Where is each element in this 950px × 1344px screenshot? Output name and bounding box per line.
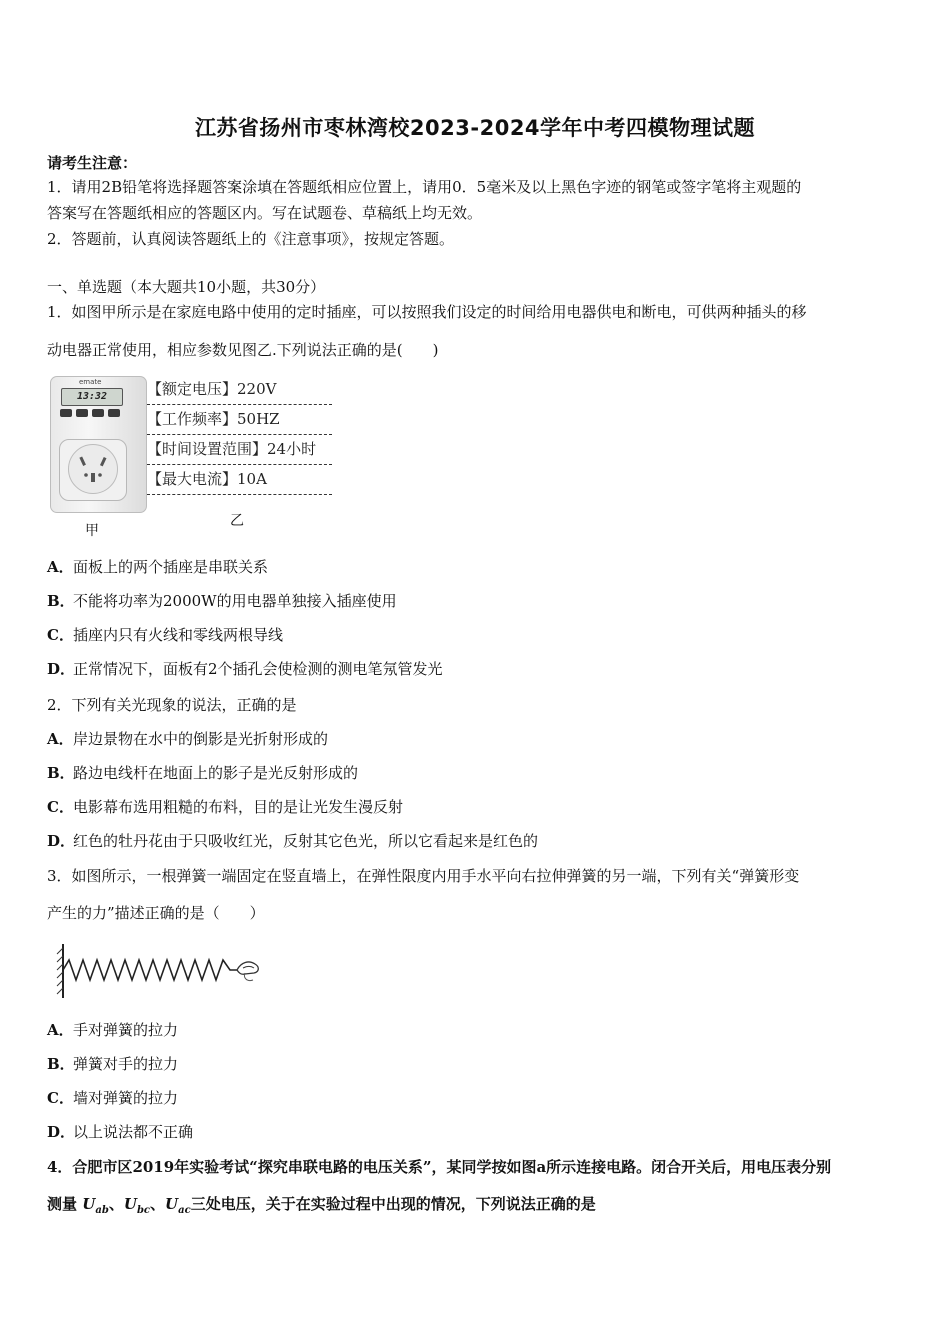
- u-ac: $U_{ac}$: [165, 1195, 191, 1216]
- q3-spring-figure: [55, 940, 265, 1002]
- q1-figure: [47, 370, 347, 540]
- spring-wall-hand-icon: [55, 940, 265, 1002]
- spec-rated-voltage: 【额定电压】220V: [147, 378, 332, 405]
- q1-option-c: C．插座内只有火线和零线两根导线: [47, 626, 284, 644]
- notice-item-1-line-1: 1．请用2B铅笔将选择题答案涂填在答题纸相应位置上，请用0．5毫米及以上黑色字迹的钢笔或签字笔将主观题的: [47, 178, 802, 196]
- notice-item-1-line-2: 答案写在答题纸相应的答题区内。写在试题卷、草稿纸上均无效。: [47, 204, 483, 222]
- q4-stem-line-2: 测量 $U_{ab}$、$U_{bc}$、$U_{ac}$三处电压，关于在实验过程中出现的情况，下列说法正确的是: [47, 1195, 596, 1216]
- timer-socket-image: [50, 376, 147, 513]
- socket-panel: [59, 439, 127, 501]
- figure-label-jia: 甲: [85, 523, 99, 539]
- spec-frequency: 【工作频率】50HZ: [147, 408, 332, 435]
- section-heading: 一、单选题（本大题共10小题，共30分）: [47, 278, 326, 296]
- spec-max-current: 【最大电流】10A: [147, 468, 332, 495]
- q4-stem-line-1: 4．合肥市区2019年实验考试“探究串联电路的电压关系”，某同学按如图a所示连接电路。闭合开关后，用电压表分别: [47, 1158, 832, 1176]
- socket-holes-icon: [69, 445, 117, 493]
- figure-label-yi: 乙: [230, 513, 244, 529]
- q2-option-d: D．红色的牡丹花由于只吸收红光，反射其它色光，所以它看起来是红色的: [47, 832, 539, 850]
- q1-option-b: B．不能将功率为2000W的用电器单独接入插座使用: [47, 592, 397, 610]
- q3-option-c: C．墙对弹簧的拉力: [47, 1089, 179, 1107]
- notice-heading: 请考生注意：: [47, 154, 138, 172]
- lcd-display: 13:32: [61, 388, 123, 406]
- device-buttons: [60, 409, 132, 423]
- q2-option-c: C．电影幕布选用粗糙的布料，目的是让光发生漫反射: [47, 798, 404, 816]
- q1-option-a: A．面板上的两个插座是串联关系: [47, 558, 269, 576]
- page-title: 江苏省扬州市枣林湾校2023-2024学年中考四模物理试题: [194, 116, 756, 140]
- notice-item-2: 2．答题前，认真阅读答题纸上的《注意事项》，按规定答题。: [47, 230, 455, 248]
- q2-option-b: B．路边电线杆在地面上的影子是光反射形成的: [47, 764, 359, 782]
- q3-option-d: D．以上说法都不正确: [47, 1123, 194, 1141]
- q3-stem-line-1: 3．如图所示，一根弹簧一端固定在竖直墙上，在弹性限度内用手水平向右拉伸弹簧的另一端，下列有关“弹簧形变: [47, 867, 800, 885]
- q1-option-d: D．正常情况下，面板有2个插孔会使检测的测电笔氖管发光: [47, 660, 443, 678]
- q3-stem-line-2: 产生的力”描述正确的是（ ）: [47, 904, 265, 922]
- q3-option-a: A．手对弹簧的拉力: [47, 1021, 179, 1039]
- q1-stem-line-1: 1．如图甲所示是在家庭电路中使用的定时插座，可以按照我们设定的时间给用电器供电和断电，可供两种插头的移: [47, 303, 807, 321]
- spec-table: [147, 378, 332, 498]
- q3-option-b: B．弹簧对手的拉力: [47, 1055, 179, 1073]
- spec-time-range: 【时间设置范围】24小时: [147, 438, 332, 465]
- q2-option-a: A．岸边景物在水中的倒影是光折射形成的: [47, 730, 329, 748]
- device-brand: emate: [79, 378, 102, 386]
- u-bc: $U_{bc}$: [123, 1195, 151, 1216]
- q1-stem-line-2: 动电器正常使用，相应参数见图乙.下列说法正确的是( ): [47, 341, 439, 359]
- q2-stem: 2．下列有关光现象的说法，正确的是: [47, 696, 297, 714]
- u-ab: $U_{ab}$: [82, 1195, 109, 1216]
